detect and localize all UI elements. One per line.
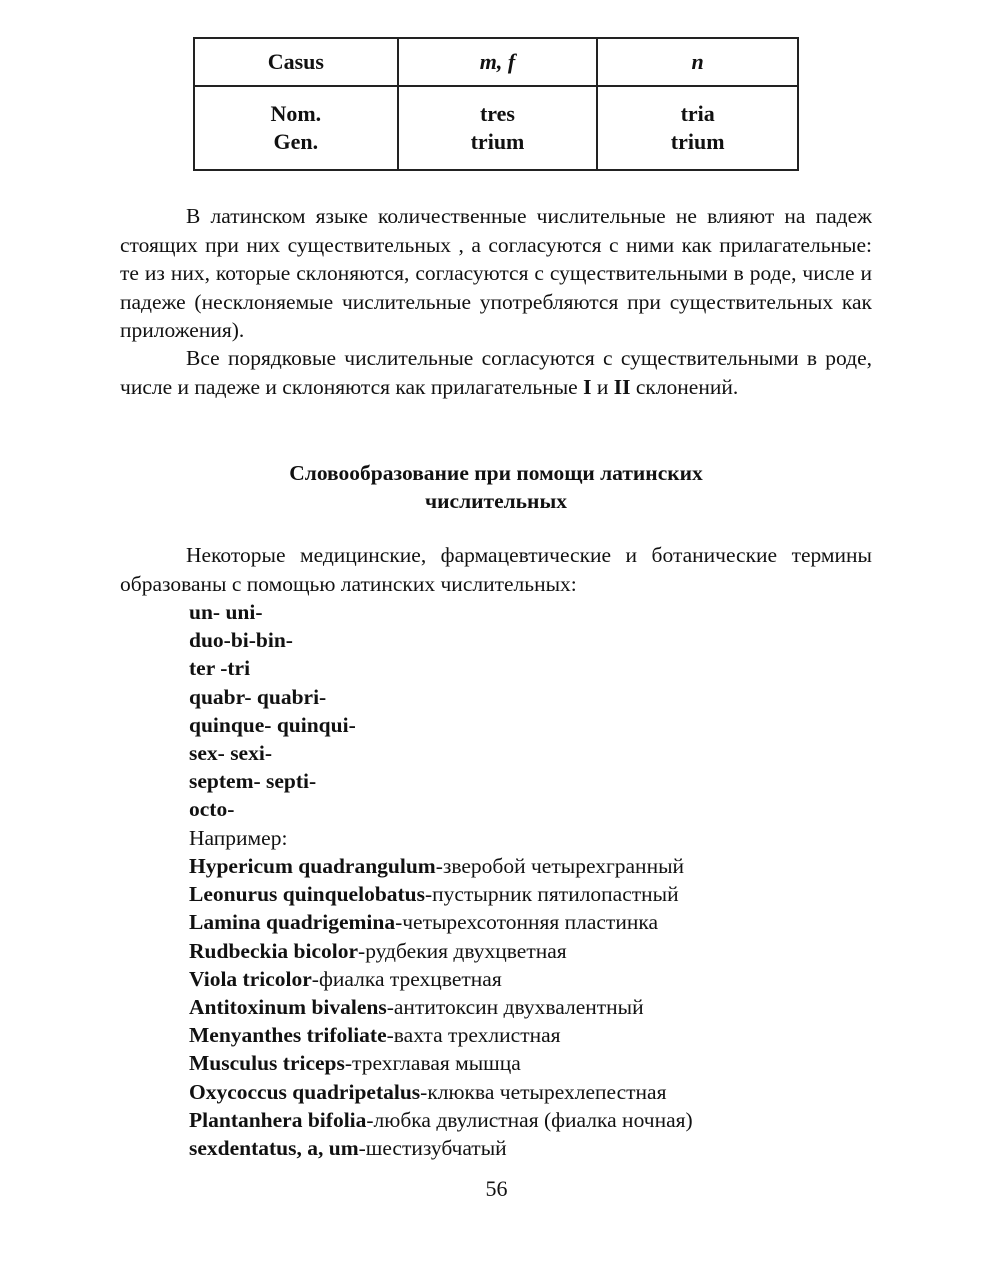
latin-term: Musculus triceps [189, 1051, 345, 1076]
latin-term: Rudbeckia bicolor [189, 938, 359, 963]
russian-translation: -четырехсотонняя пластинка [395, 910, 659, 935]
example-item [189, 852, 693, 880]
section-heading-line: Словообразование при помощи латинских [289, 461, 703, 485]
example-item [189, 993, 693, 1021]
paragraph-text: и [591, 374, 614, 399]
example-item [189, 1021, 693, 1049]
prefix-item: septem- septi- [189, 769, 317, 794]
example-item [189, 965, 693, 993]
example-item [189, 1049, 693, 1077]
paragraph-text: склонений. [630, 374, 739, 399]
prefix-item: duo-bi-bin- [189, 628, 293, 653]
latin-term: Oxycoccus quadripetalus [189, 1079, 421, 1104]
prefix-list [189, 598, 356, 824]
prefix-item: quabr- quabri- [189, 684, 327, 709]
paragraph-ordinal-numerals [120, 344, 872, 401]
section-heading [120, 459, 872, 515]
russian-translation: -любка двулистная (фиалка ночная) [366, 1107, 693, 1132]
table-header-casus: Casus [194, 38, 398, 86]
latin-term: Menyanthes trifoliate [189, 1023, 387, 1048]
russian-translation: -зверобой четырехгранный [435, 854, 685, 878]
paragraph-cardinal-numerals [120, 202, 872, 345]
prefix-item: octo- [189, 797, 235, 822]
paragraph-text: Все порядковые числительные согласуются с существительными в роде, числе и падеже и склоняются как прилагательные [120, 346, 872, 399]
russian-translation: -антитоксин двухвалентный [386, 995, 644, 1020]
examples-list [189, 852, 693, 1162]
declension-table [193, 37, 799, 171]
prefix-item: ter -tri [189, 656, 251, 681]
russian-translation: -клюква четырехлепестная [420, 1079, 667, 1104]
russian-translation: -трехглавая мышца [344, 1051, 521, 1076]
table-header-row [194, 38, 798, 86]
russian-translation: -рудбекия двухцветная [358, 938, 567, 963]
paragraph-text: Некоторые медицинские, фармацевтические и ботанические термины образованы с помощью латинских числительных: [120, 543, 872, 596]
paragraph-terms-intro [120, 541, 872, 598]
latin-term: Viola tricolor [189, 966, 312, 991]
roman-numeral: I [583, 374, 592, 399]
prefix-item: quinque- quinqui- [189, 712, 356, 737]
latin-term: Antitoxinum bivalens [189, 995, 387, 1020]
russian-translation: -пустырник пятилопастный [425, 882, 679, 907]
prefix-item: sex- sexi- [189, 741, 272, 766]
example-item [189, 937, 693, 965]
example-item [189, 1134, 693, 1162]
table-cell-mf: tres trium [398, 86, 598, 170]
roman-numeral: II [613, 374, 631, 399]
latin-term: Lamina quadrigemina [189, 910, 396, 935]
paragraph-text: В латинском языке количественные числительные не влияют на падеж стоящих при них существительных , а согласуются с ними как прилагательные: те из них, которые склоняются, согласуются с существительными в роде, числе и падеже (несклоняемые числительные употребляются при существительных как приложения). [120, 204, 872, 342]
table-header-n: n [597, 38, 798, 86]
table-row [194, 86, 798, 170]
table-cell-casus: Nom. Gen. [194, 86, 398, 170]
section-heading-line: числительных [425, 489, 567, 513]
example-item [189, 1106, 693, 1134]
example-item [189, 1078, 693, 1106]
latin-term: Leonurus quinquelobatus [189, 882, 426, 907]
latin-term: sexdentatus, a, um [189, 1136, 359, 1161]
russian-translation: -вахта трехлистная [386, 1023, 561, 1048]
example-item [189, 908, 693, 936]
russian-translation: -шестизубчатый [358, 1136, 507, 1161]
latin-term: Hypericum quadrangulum [189, 854, 436, 878]
latin-term: Plantanhera bifolia [189, 1107, 367, 1132]
russian-translation: -фиалка трехцветная [311, 966, 502, 991]
page-number: 56 [485, 1176, 508, 1201]
example-item [189, 880, 693, 908]
table-cell-n: tria trium [597, 86, 798, 170]
example-label: Например: [189, 826, 288, 850]
prefix-item: un- uni- [189, 600, 263, 624]
table-header-mf: m, f [398, 38, 598, 86]
